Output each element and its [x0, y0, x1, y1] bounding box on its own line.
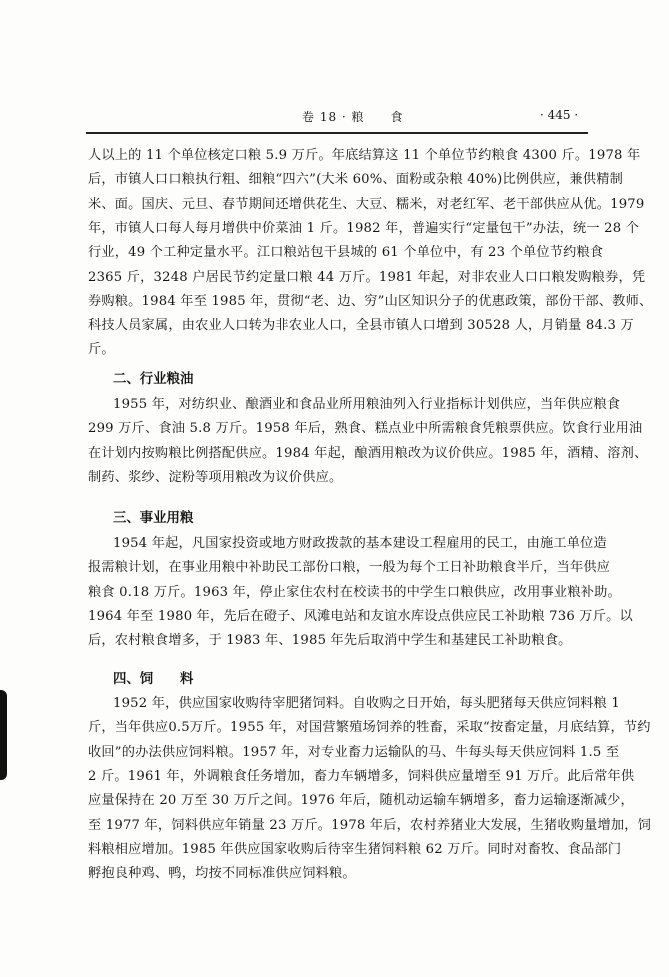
- paragraph-line: 粮食 0.18 万斤。1963 年，停止家住农村在校读书的中学生口粮供应，改用事业粮补助。: [88, 584, 621, 600]
- section-heading: 二、行业粮油: [113, 371, 194, 387]
- paragraph-line: 1954 年起，凡国家投资或地方财政拨款的基本建设工程雇用的民工，由施工单位造: [113, 536, 607, 551]
- paragraph-line: 至 1977 年，饲料供应年销量 23 万斤。1978 年后，农村养猪业大发展，生猪收购量增加，饲: [88, 817, 652, 833]
- paragraph-line: 科技人员家属，由农业人口转为非农业人口，全县市镇人口增到 30528 人，月销量 84.3 万: [88, 318, 634, 334]
- paragraph-line: 斤。: [88, 342, 115, 358]
- paragraph-line: 报需粮计划，在事业用粮中补助民工部份口粮，一般为每个工日补助粮食半斤，当年供应: [88, 560, 611, 576]
- header-rule: [86, 132, 588, 134]
- section-heading: 四、饲 料: [113, 671, 194, 687]
- paragraph-line: 制药、浆纱、淀粉等项用粮改为议价供应。: [88, 469, 343, 485]
- paragraph-line: 人以上的 11 个单位核定口粮 5.9 万斤。年底结算这 11 个单位节约粮食 4300 斤。1978 年: [88, 148, 641, 163]
- paragraph-line: 料粮相应增加。1985 年供应国家收购后待宰生猪饲料粮 62 万斤。同时对畜牧、食品部门: [88, 841, 622, 857]
- running-header-title: 卷 18 · 粮 食: [302, 110, 404, 124]
- page-number: · 445 ·: [540, 108, 579, 122]
- paragraph-line: 后，农村粮食增多，于 1983 年、1985 年先后取消中学生和基建民工补助粮食。: [88, 633, 572, 649]
- paragraph-line: 1952 年，供应国家收购待宰肥猪饲料。自收购之日开始，每头肥猪每天供应饲料粮 1: [113, 696, 620, 711]
- paragraph-line: 年，市镇人口每人每月增供中价菜油 1 斤。1982 年，普遍实行“定量包干”办法，统一 28 个: [88, 220, 640, 236]
- paragraph-line: 后，市镇人口口粮执行粗、细粮“四六”(大米 60%、面粉或杂粮 40%)比例供应，兼供精制: [88, 172, 623, 188]
- paragraph-line: 1955 年，对纺织业、酿酒业和食品业所用粮油列入行业指标计划供应，当年供应粮食: [113, 397, 621, 412]
- paragraph-line: 斤，当年供应0.5万斤。1955 年，对国营繁殖场饲养的牲畜，采取“按畜定量，月底结算，节约: [88, 720, 651, 736]
- paragraph-line: 1964 年至 1980 年，先后在磴子、风滩电站和友谊水库设点供应民工补助粮 736 万斤。以: [88, 608, 633, 624]
- paragraph-line: 2365 斤，3248 户居民节约定量口粮 44 万斤。1981 年起，对非农业人口口粮发购粮券，凭: [88, 269, 646, 285]
- paragraph-line: 米、面。国庆、元旦、春节期间还增供花生、大豆、糯米，对老红军、老干部供应从优。1979: [88, 196, 645, 212]
- paragraph-line: 收回”的办法供应饲料粮。1957 年，对专业畜力运输队的马、牛每头每天供应饲料 1.5 至: [88, 744, 620, 760]
- paragraph-line: 券购粮。1984 年至 1985 年，贯彻“老、边、穷”山区知识分子的优惠政策，部份干部、教师、: [88, 293, 653, 309]
- paragraph-line: 行业，49 个工种定量水平。江口粮站包干县城的 61 个单位中，有 23 个单位节约粮食: [88, 245, 604, 261]
- paragraph-line: 299 万斤、食油 5.8 万斤。1958 年后，熟食、糕点业中所需粮食凭粮票供应。饮食行业用油: [88, 421, 643, 437]
- section-heading: 三、事业用粮: [113, 510, 194, 526]
- paragraph-line: 在计划内按购粮比例搭配供应。1984 年起，酿酒用粮改为议价供应。1985 年，酒精、溶剂、: [88, 445, 648, 461]
- scan-binding-mark: [0, 690, 7, 780]
- paragraph-line: 孵抱良种鸡、鸭，均按不同标准供应饲料粮。: [88, 866, 356, 882]
- paragraph-line: 应量保持在 20 万至 30 万斤之间。1976 年后，随机动运输车辆增多，畜力运输逐渐减少，: [88, 793, 634, 809]
- paragraph-line: 2 斤。1961 年，外调粮食任务增加，畜力车辆增多，饲料供应量增至 91 万斤。此后常年供: [88, 768, 635, 784]
